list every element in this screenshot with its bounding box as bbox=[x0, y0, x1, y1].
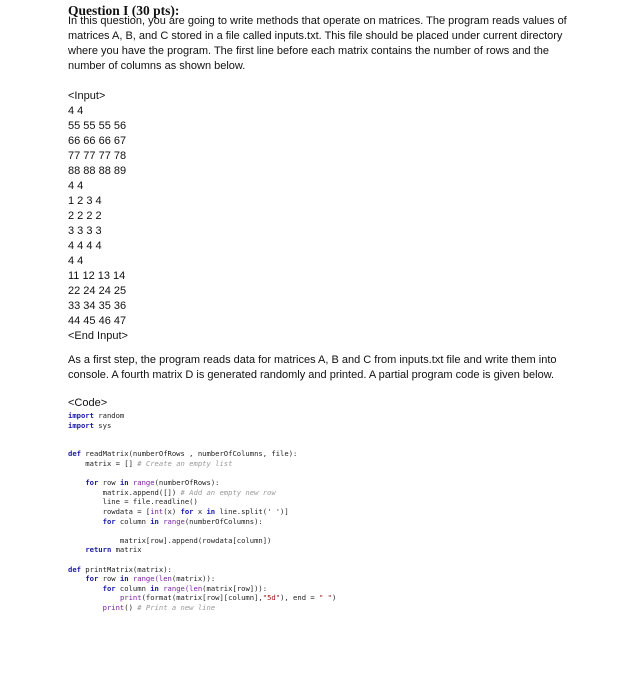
code-token bbox=[68, 545, 85, 554]
input-line: 77 77 77 78 bbox=[68, 150, 127, 162]
code-token: def bbox=[68, 564, 81, 574]
code-token: row bbox=[98, 478, 120, 488]
intro-paragraph bbox=[68, 14, 608, 74]
input-line: 4 4 bbox=[68, 105, 84, 117]
code-token: (matrix[row])): bbox=[202, 583, 268, 593]
input-line: <Input> bbox=[68, 90, 106, 102]
code-token: printMatrix(matrix): bbox=[80, 564, 172, 574]
code-tag: <Code> bbox=[68, 397, 108, 409]
code-token: "5d" bbox=[262, 593, 281, 603]
input-line: 66 66 66 67 bbox=[68, 135, 127, 147]
code-token: (len bbox=[154, 574, 172, 584]
code-token: column bbox=[115, 516, 151, 526]
input-line: 4 4 4 4 bbox=[68, 240, 102, 252]
code-token: readMatrix(numberOfRows , numberOfColumns, file): bbox=[80, 449, 298, 459]
code-line-blank bbox=[68, 430, 336, 440]
code-line bbox=[68, 545, 336, 555]
code-line-blank bbox=[68, 469, 336, 479]
code-line bbox=[68, 584, 336, 594]
input-line: 2 2 2 2 bbox=[68, 210, 102, 222]
code-line bbox=[68, 593, 336, 603]
code-token bbox=[68, 517, 103, 526]
code-token: line.split(' ')] bbox=[215, 506, 289, 516]
code-token: in bbox=[119, 574, 129, 584]
code-token: line = file.readline() bbox=[68, 497, 198, 507]
code-token: row bbox=[98, 574, 120, 584]
code-line bbox=[68, 478, 336, 488]
code-token: column bbox=[115, 583, 151, 593]
code-token: int bbox=[150, 506, 164, 516]
code-comment: # Create an empty list bbox=[137, 458, 233, 468]
code-line bbox=[68, 565, 336, 575]
input-line: 44 45 46 47 bbox=[68, 315, 127, 327]
code-token: ) bbox=[332, 593, 337, 603]
code-token: return bbox=[85, 545, 112, 555]
question-title: Question I (30 pts): bbox=[68, 3, 180, 18]
code-token: def bbox=[68, 449, 81, 459]
intro-line: In this question, you are going to write methods that operate on matrices. The program reads values of bbox=[68, 15, 567, 27]
code-token: (numberOfRows): bbox=[154, 478, 220, 488]
code-token: (len bbox=[184, 583, 203, 593]
code-token bbox=[68, 478, 85, 487]
input-line: 22 24 24 25 bbox=[68, 285, 127, 297]
code-token: for bbox=[85, 574, 99, 584]
code-comment: # Print a new line bbox=[137, 602, 216, 612]
code-token bbox=[68, 593, 120, 602]
code-token: for bbox=[102, 516, 116, 526]
code-token: range bbox=[128, 574, 155, 584]
code-token: matrix bbox=[111, 545, 142, 555]
code-token: x bbox=[193, 506, 207, 516]
code-line bbox=[68, 536, 336, 546]
code-token: range bbox=[158, 583, 185, 593]
code-token bbox=[68, 584, 103, 593]
code-line bbox=[68, 507, 336, 517]
code-token: (x) bbox=[163, 506, 181, 516]
code-line bbox=[68, 459, 336, 469]
input-line: 55 55 55 56 bbox=[68, 120, 127, 132]
code-line bbox=[68, 449, 336, 459]
code-token: (format(matrix[row][column], bbox=[141, 593, 263, 603]
code-token: import bbox=[68, 420, 94, 430]
paragraph-line: As a first step, the program reads data for matrices A, B and C from inputs.txt file and write them into bbox=[68, 354, 557, 366]
code-token: random bbox=[93, 411, 125, 420]
code-comment: # Add an empty new row bbox=[180, 487, 276, 497]
code-line-blank bbox=[68, 526, 336, 536]
code-token: in bbox=[206, 506, 216, 516]
input-line: 3 3 3 3 bbox=[68, 225, 102, 237]
code-token bbox=[68, 603, 103, 612]
code-token: in bbox=[150, 583, 159, 593]
input-line: 4 4 bbox=[68, 180, 84, 192]
input-line: 1 2 3 4 bbox=[68, 195, 102, 207]
code-token: print bbox=[102, 602, 125, 612]
code-token: for bbox=[102, 583, 116, 593]
input-line: <End Input> bbox=[68, 330, 128, 342]
code-token: (matrix)): bbox=[171, 574, 216, 584]
code-line-blank bbox=[68, 555, 336, 565]
code-token: for bbox=[85, 478, 99, 488]
input-line: 4 4 bbox=[68, 255, 84, 267]
intro-line: number of columns as shown below. bbox=[68, 60, 246, 72]
paragraph-line: console. A fourth matrix D is generated randomly and printed. A partial program code is given below. bbox=[68, 369, 555, 381]
code-token: matrix[row].append(rowdata[column]) bbox=[68, 535, 272, 545]
code-line bbox=[68, 517, 336, 527]
code-token: () bbox=[124, 602, 138, 612]
code-token: in bbox=[150, 516, 159, 526]
code-token: matrix = [] bbox=[68, 458, 138, 468]
code-listing bbox=[68, 411, 336, 612]
input-line: 88 88 88 89 bbox=[68, 165, 127, 177]
code-token: range bbox=[158, 516, 185, 526]
code-line bbox=[68, 497, 336, 507]
code-token: ), end = bbox=[280, 593, 320, 603]
input-example bbox=[68, 89, 128, 344]
code-token: in bbox=[119, 478, 129, 488]
intro-line: matrices A, B, and C stored in a file called inputs.txt. This file should be placed under current directory bbox=[68, 30, 563, 42]
code-line bbox=[68, 421, 336, 431]
intro-line: where you have the program. The first line before each matrix contains the number of rows and the bbox=[68, 45, 549, 57]
code-line bbox=[68, 574, 336, 584]
first-step-paragraph bbox=[68, 353, 608, 383]
code-token: rowdata = [ bbox=[68, 506, 151, 516]
code-token: sys bbox=[93, 420, 112, 430]
code-token: (numberOfColumns): bbox=[184, 516, 263, 526]
code-token: " " bbox=[319, 593, 332, 603]
input-line: 33 34 35 36 bbox=[68, 300, 127, 312]
code-token: matrix.append([]) bbox=[68, 487, 181, 497]
code-token: print bbox=[119, 593, 142, 603]
code-line bbox=[68, 411, 336, 421]
code-line bbox=[68, 603, 336, 613]
code-line bbox=[68, 488, 336, 498]
code-token: range bbox=[128, 478, 155, 488]
code-token: import bbox=[68, 411, 94, 420]
code-line-blank bbox=[68, 440, 336, 450]
input-line: 11 12 13 14 bbox=[68, 270, 126, 282]
code-token: for bbox=[180, 506, 194, 516]
code-token bbox=[68, 574, 85, 583]
